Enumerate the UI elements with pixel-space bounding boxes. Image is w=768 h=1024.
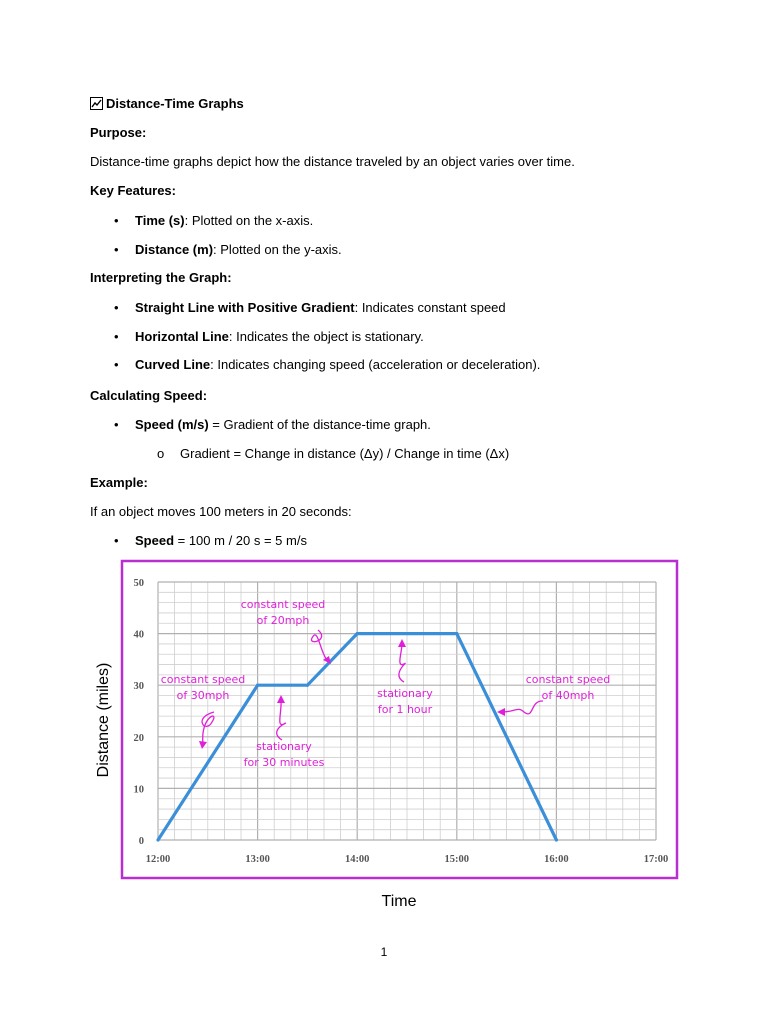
y-tick-label: 10 xyxy=(133,784,144,796)
annotation-label: constant speed xyxy=(525,673,611,686)
doc-title: Distance-Time Graphs xyxy=(90,96,244,112)
annotation-label: for 30 minutes xyxy=(243,756,325,769)
annotation-label: constant speed xyxy=(160,673,246,686)
bullet-glyph: • xyxy=(114,213,119,228)
data-point xyxy=(156,838,159,841)
annotation-label: stationary xyxy=(377,687,433,700)
bullet-glyph: • xyxy=(114,242,119,257)
x-tick-label: 13:00 xyxy=(245,854,270,865)
annotation-label: stationary xyxy=(256,740,312,753)
bullet-glyph: • xyxy=(114,357,119,372)
y-tick-label: 20 xyxy=(133,732,144,744)
calculating-heading: Calculating Speed: xyxy=(90,388,208,403)
list-item: Speed (m/s) = Gradient of the distance-time graph. xyxy=(135,417,431,432)
y-tick-label: 50 xyxy=(133,578,144,589)
annotation-label: of 30mph xyxy=(176,689,230,702)
annotation-label: constant speed xyxy=(240,598,326,611)
data-point xyxy=(306,684,309,687)
purpose-heading: Purpose: xyxy=(90,125,147,140)
y-tick-label: 0 xyxy=(138,836,144,847)
list-item: Speed = 100 m / 20 s = 5 m/s xyxy=(135,533,307,548)
chart-frame xyxy=(122,561,677,878)
purpose-text: Distance-time graphs depict how the distance traveled by an object varies over time. xyxy=(90,154,575,169)
data-point xyxy=(356,632,359,635)
data-point xyxy=(256,684,259,687)
annotation-label: of 20mph xyxy=(256,614,310,627)
x-tick-label: 14:00 xyxy=(344,854,370,865)
bullet-glyph: • xyxy=(114,300,119,315)
page-number: 1 xyxy=(380,945,388,959)
y-axis-label: Distance (miles) xyxy=(95,662,112,778)
y-tick-label: 30 xyxy=(133,681,144,693)
annotation-label: for 1 hour xyxy=(377,703,433,716)
sub-list-item: Gradient = Change in distance (Δy) / Change in time (Δx) xyxy=(180,446,510,461)
list-item: Curved Line: Indicates changing speed (acceleration or deceleration). xyxy=(135,357,541,372)
list-item: Horizontal Line: Indicates the object is stationary. xyxy=(135,329,424,344)
x-tick-label: 12:00 xyxy=(145,854,171,865)
x-axis-label: Time xyxy=(381,893,417,910)
interpreting-heading: Interpreting the Graph: xyxy=(90,270,232,285)
y-tick-label: 40 xyxy=(133,629,144,641)
list-item: Time (s): Plotted on the x-axis. xyxy=(135,213,314,228)
list-item: Distance (m): Plotted on the y-axis. xyxy=(135,242,342,257)
data-point xyxy=(455,632,458,635)
example-text: If an object moves 100 meters in 20 seconds: xyxy=(90,504,352,519)
bullet-glyph: • xyxy=(114,329,119,344)
bullet-glyph: • xyxy=(114,417,119,432)
example-heading: Example: xyxy=(90,475,148,490)
x-tick-label: 17:00 xyxy=(643,854,669,865)
sub-bullet-glyph: o xyxy=(157,446,165,461)
annotation-label: of 40mph xyxy=(541,689,595,702)
x-tick-label: 16:00 xyxy=(544,854,569,865)
list-item: Straight Line with Positive Gradient: Indicates constant speed xyxy=(135,300,506,315)
data-point xyxy=(555,838,558,841)
x-tick-label: 15:00 xyxy=(444,854,470,865)
bullet-glyph: • xyxy=(114,533,119,548)
key-features-heading: Key Features: xyxy=(90,183,176,198)
